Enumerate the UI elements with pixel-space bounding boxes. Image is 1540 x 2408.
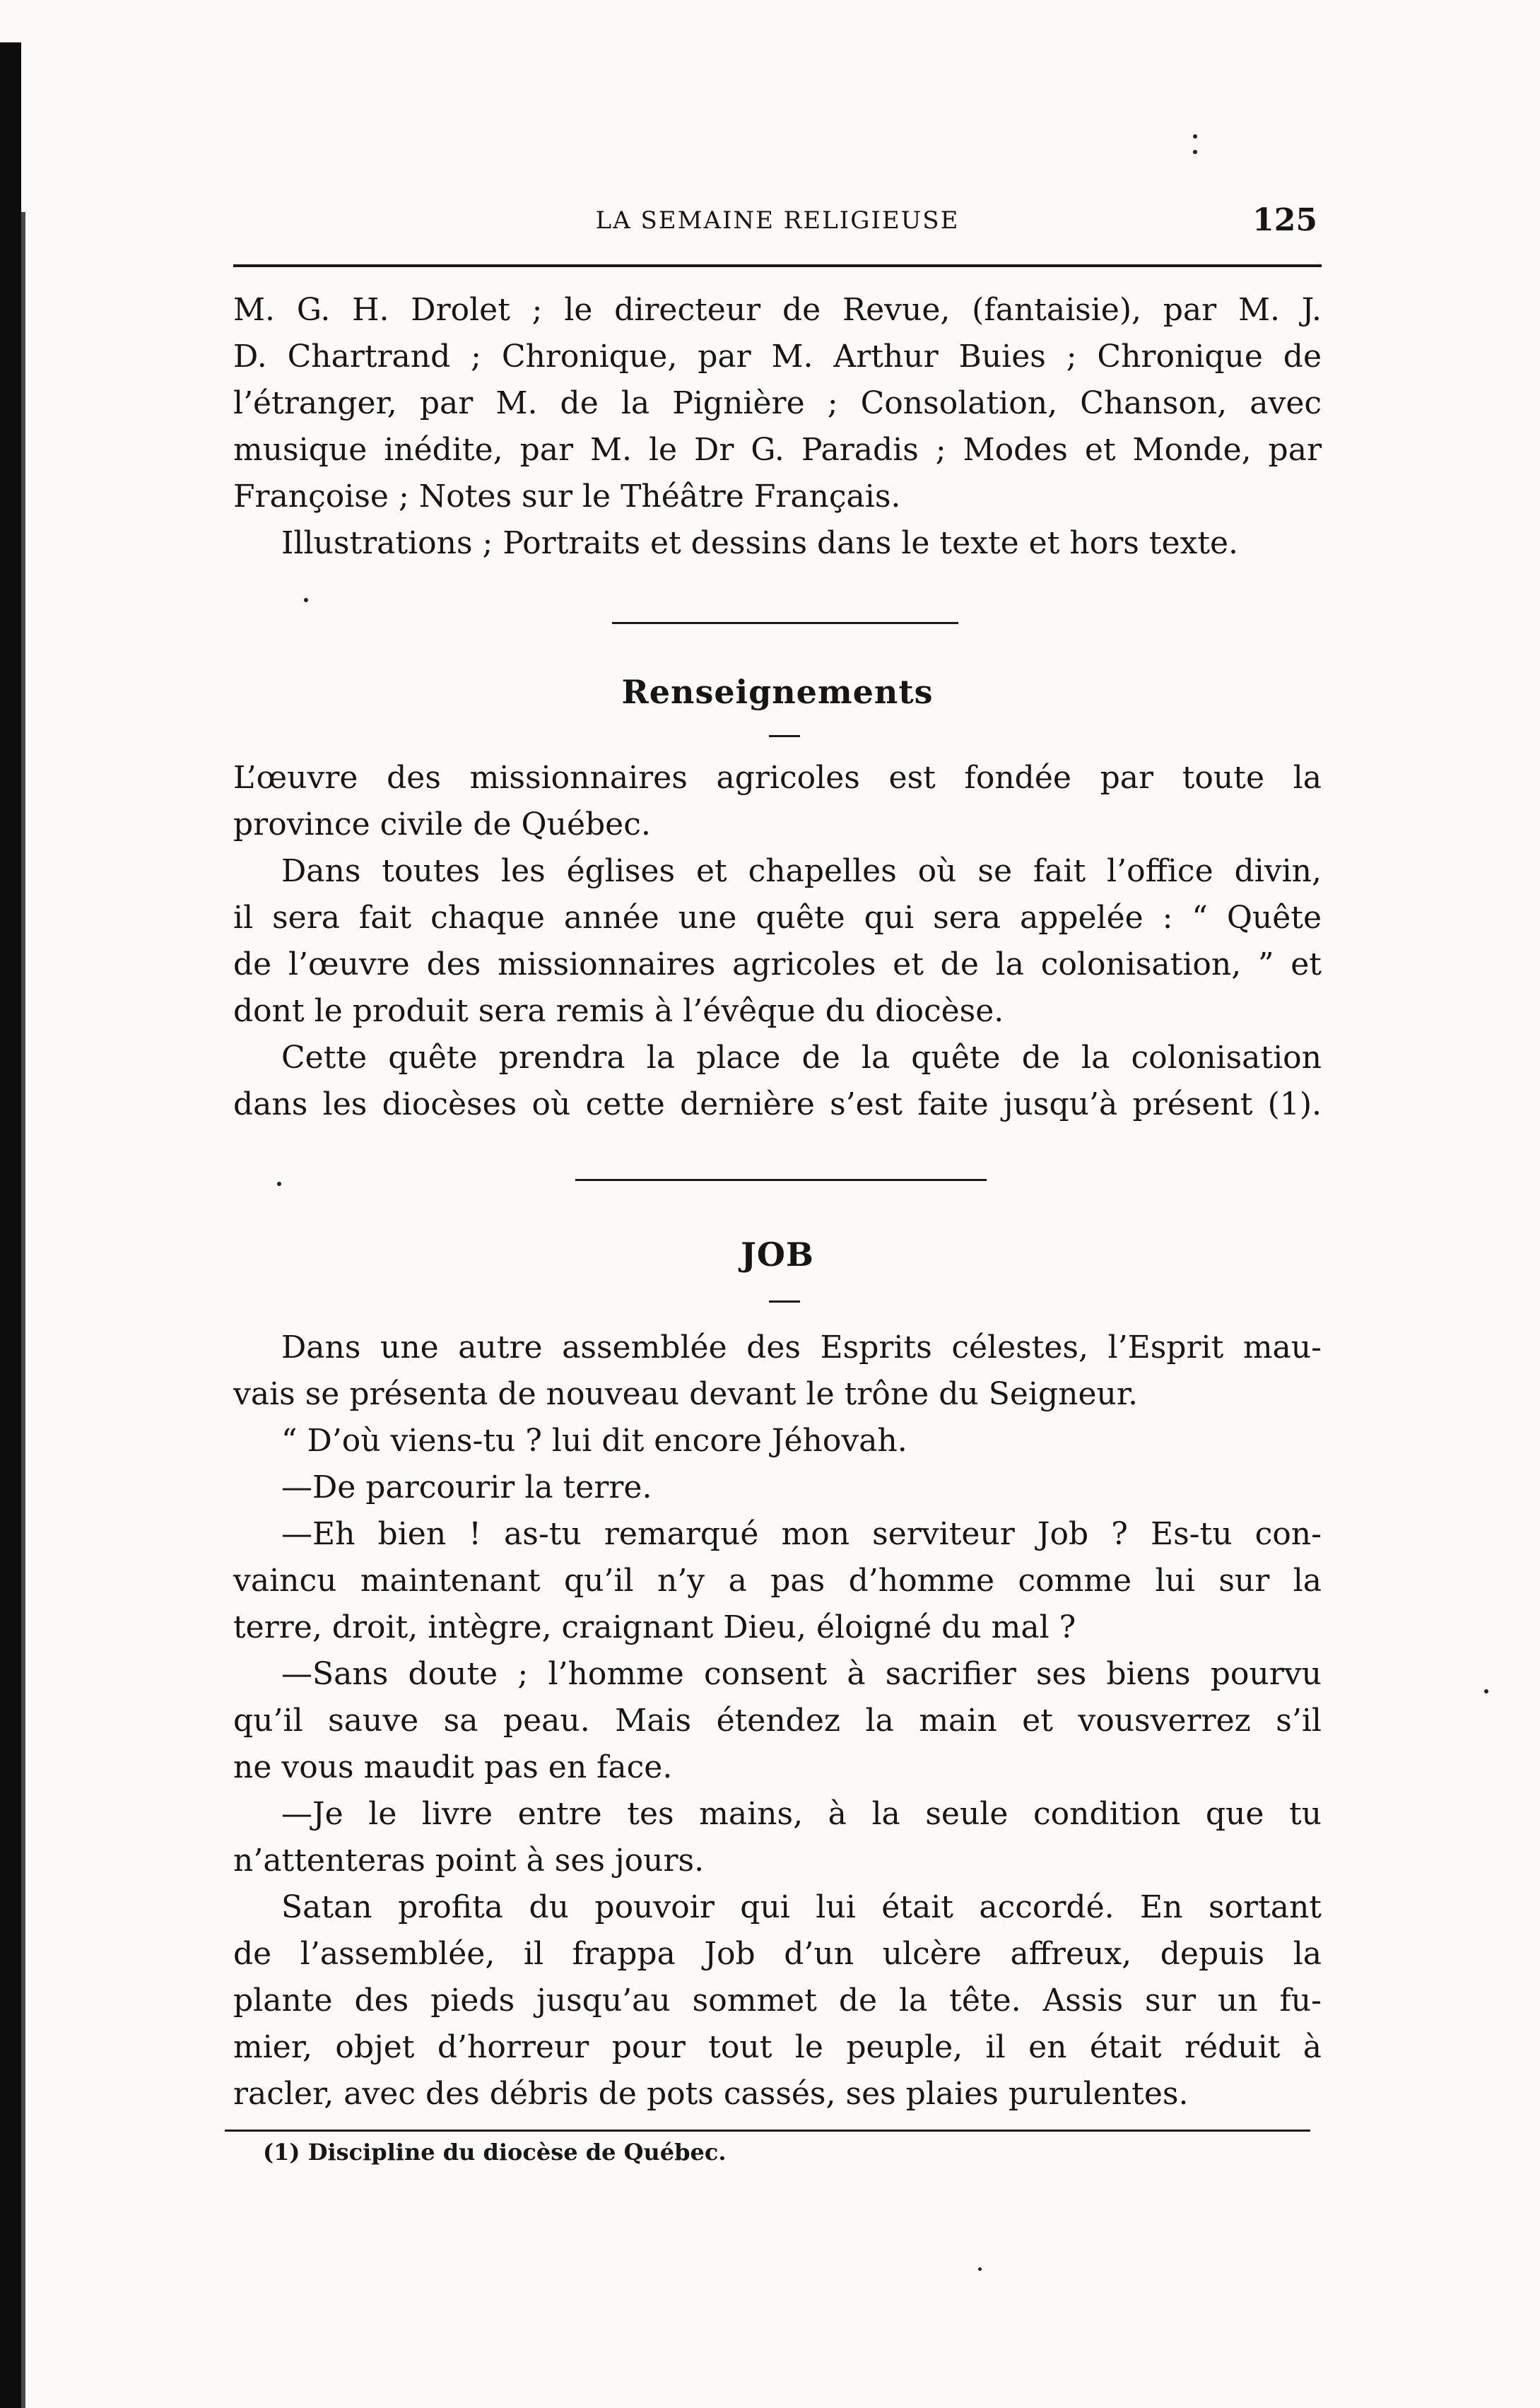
section-body [233,755,1322,1128]
section-body [233,1325,1322,2118]
text-line: M. G. H. Drolet ; le directeur de Revue, (fantaisie), par M. J. [233,292,1322,328]
text-line: Françoise ; Notes sur le Théâtre Français. [233,478,901,515]
print-speck [1193,134,1197,139]
text-line: dans les diocèses où cette dernière s’est faite jusqu’à présent (1). [233,1086,1322,1122]
heading-dash [769,1300,800,1303]
text-line: Satan profita du pouvoir qui lui était accordé. En sortant [281,1889,1322,1925]
text-line: D. Chartrand ; Chronique, par M. Arthur Buies ; Chronique de [233,339,1322,375]
text-line: Cette quête prendra la place de la quête de la colonisation [281,1040,1322,1076]
text-line: racler, avec des débris de pots cassés, ses plaies purulentes. [233,2076,1189,2112]
intro-paragraph [233,287,1322,567]
text-line: —Sans doute ; l’homme consent à sacrifier ses biens pourvu [281,1656,1322,1692]
text-line: —Eh bien ! as-tu remarqué mon serviteur Job ? Es-tu con- [281,1516,1322,1552]
text-line: dont le produit sera remis à l’évêque du diocèse. [233,993,1004,1029]
text-line: vaincu maintenant qu’il n’y a pas d’homme comme lui sur la [233,1563,1322,1599]
print-speck [1193,150,1197,154]
text-line: province civile de Québec. [233,806,651,842]
text-line: L’œuvre des missionnaires agricoles est fondée par toute la [233,760,1322,796]
text-line: de l’œuvre des missionnaires agricoles et de la colonisation, ” et [233,946,1322,982]
running-head [233,202,1322,242]
text-line: n’attenteras point à ses jours. [233,1843,705,1879]
text-line: qu’il sauve sa peau. Mais étendez la main et vousverrez s’il [233,1703,1322,1739]
running-title: LA SEMAINE RELIGIEUSE [595,206,960,235]
page-edge-shadow [21,212,25,2408]
text-line: de l’assemblée, il frappa Job d’un ulcère affreux, depuis la [233,1936,1322,1972]
text-line: “ D’où viens-tu ? lui dit encore Jéhovah. [281,1423,907,1459]
print-speck [1484,1689,1488,1693]
text-line: vais se présenta de nouveau devant le trône du Seigneur. [233,1376,1139,1412]
text-line: —De parcourir la terre. [281,1469,652,1505]
text-line: mier, objet d’horreur pour tout le peuple, il en était réduit à [233,2029,1322,2065]
text-line: Illustrations ; Portraits et dessins dans le texte et hors texte. [281,525,1239,561]
section-heading: JOB [741,1235,814,1274]
print-speck [304,598,308,602]
text-line: l’étranger, par M. de la Pignière ; Consolation, Chanson, avec [233,385,1322,421]
footnote: (1) Discipline du diocèse de Québec. [263,2139,727,2166]
book-spine-shadow [0,42,21,2408]
section-separator [612,622,958,624]
heading-dash [769,735,800,737]
text-line: Dans toutes les églises et chapelles où se fait l’office divin, [281,853,1322,889]
footnote-rule [225,2130,1310,2132]
text-line: terre, droit, intègre, craignant Dieu, éloigné du mal ? [233,1609,1076,1645]
header-rule [233,264,1322,267]
text-line: —Je le livre entre tes mains, à la seule condition que tu [281,1796,1322,1832]
print-speck [277,1182,281,1186]
print-speck [978,2267,982,2271]
section-separator [575,1179,987,1181]
page-number: 125 [1252,202,1317,238]
text-line: il sera fait chaque année une quête qui sera appelée : “ Quête [233,900,1322,936]
text-line: musique inédite, par M. le Dr G. Paradis ; Modes et Monde, par [233,432,1322,468]
section-heading: Renseignements [621,673,934,711]
text-line: ne vous maudit pas en face. [233,1749,673,1785]
text-line: plante des pieds jusqu’au sommet de la tête. Assis sur un fu- [233,1983,1322,2019]
text-line: Dans une autre assemblée des Esprits célestes, l’Esprit mau- [281,1329,1322,1365]
